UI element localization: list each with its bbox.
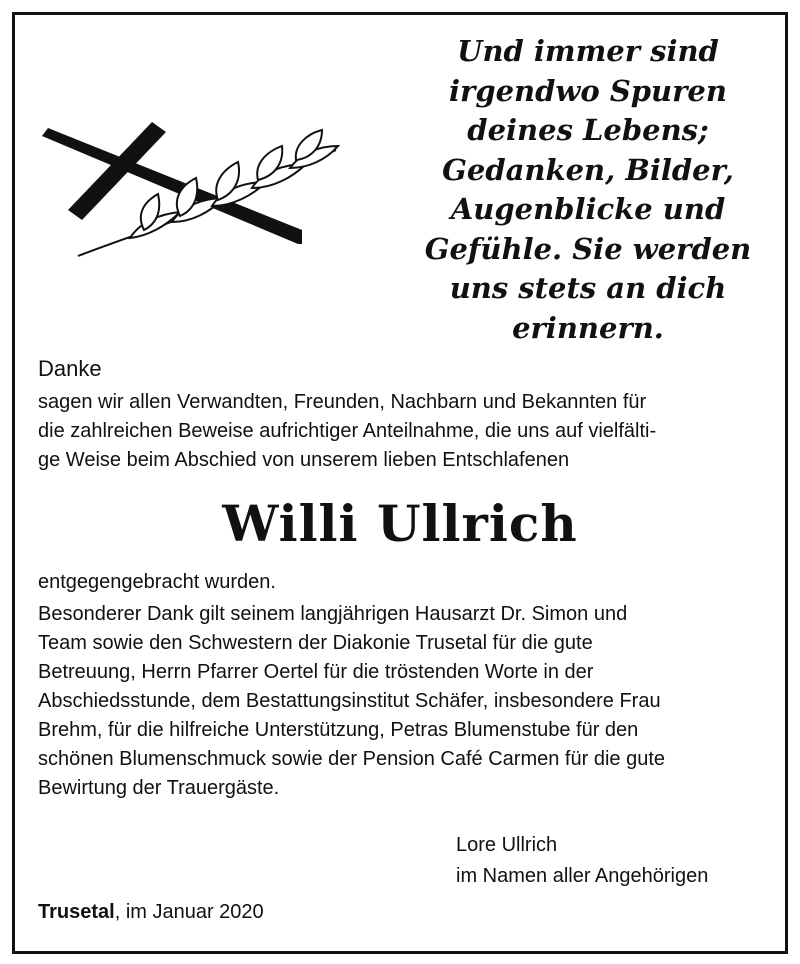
text-line: ge Weise beim Abschied von unserem lieben Entschlafenen [38, 449, 570, 471]
cross-with-palm-branch-icon [40, 118, 340, 268]
signature-block [456, 830, 776, 892]
poem-line: Augenblicke und [450, 192, 726, 226]
text-line: Brehm, für die hilfreiche Unterstützung, Petras Blumenstube für den [38, 719, 639, 741]
place-town: Trusetal [38, 901, 115, 923]
intro-paragraph [38, 388, 768, 475]
poem-line: deines Lebens; [467, 113, 709, 147]
text-line: die zahlreichen Beweise aufrichtiger Anteilnahme, die uns auf vielfälti- [38, 420, 657, 442]
thanks-paragraph [38, 600, 768, 803]
poem-line: irgendwo Spuren [449, 73, 727, 108]
place-date [38, 898, 264, 927]
poem-line: Gefühle. Sie werden [424, 231, 752, 266]
text-line: sagen wir allen Verwandten, Freunden, Nachbarn und Bekannten für [38, 391, 647, 413]
poem-line: Gedanken, Bilder, [442, 152, 734, 187]
text-line: Bewirtung der Trauergäste. [38, 777, 280, 799]
text-line: Team sowie den Schwestern der Diakonie Trusetal für die gute [38, 632, 593, 654]
poem-line: Und immer sind [457, 34, 719, 68]
place-date-text: , im Januar 2020 [114, 901, 264, 923]
poem-line: erinnern. [512, 310, 664, 345]
greeting: Danke [38, 356, 102, 381]
poem-line: uns stets an dich [449, 271, 727, 305]
text-line: schönen Blumenschmuck sowie der Pension Café Carmen für die gute [38, 748, 665, 770]
text-line: Abschiedsstunde, dem Bestattungsinstitut Schäfer, insbesondere Frau [38, 690, 661, 712]
text-line: Betreuung, Herrn Pfarrer Oertel für die tröstenden Worte in der [38, 661, 594, 683]
memorial-poem [378, 32, 798, 348]
deceased-name: Willi Ullrich [222, 494, 578, 553]
after-name-text: entgegengebracht wurden. [38, 571, 276, 593]
text-line: Besonderer Dank gilt seinem langjährigen Hausarzt Dr. Simon und [38, 603, 628, 625]
signature-name: Lore Ullrich [456, 834, 558, 856]
signature-line: im Namen aller Angehörigen [456, 865, 709, 887]
